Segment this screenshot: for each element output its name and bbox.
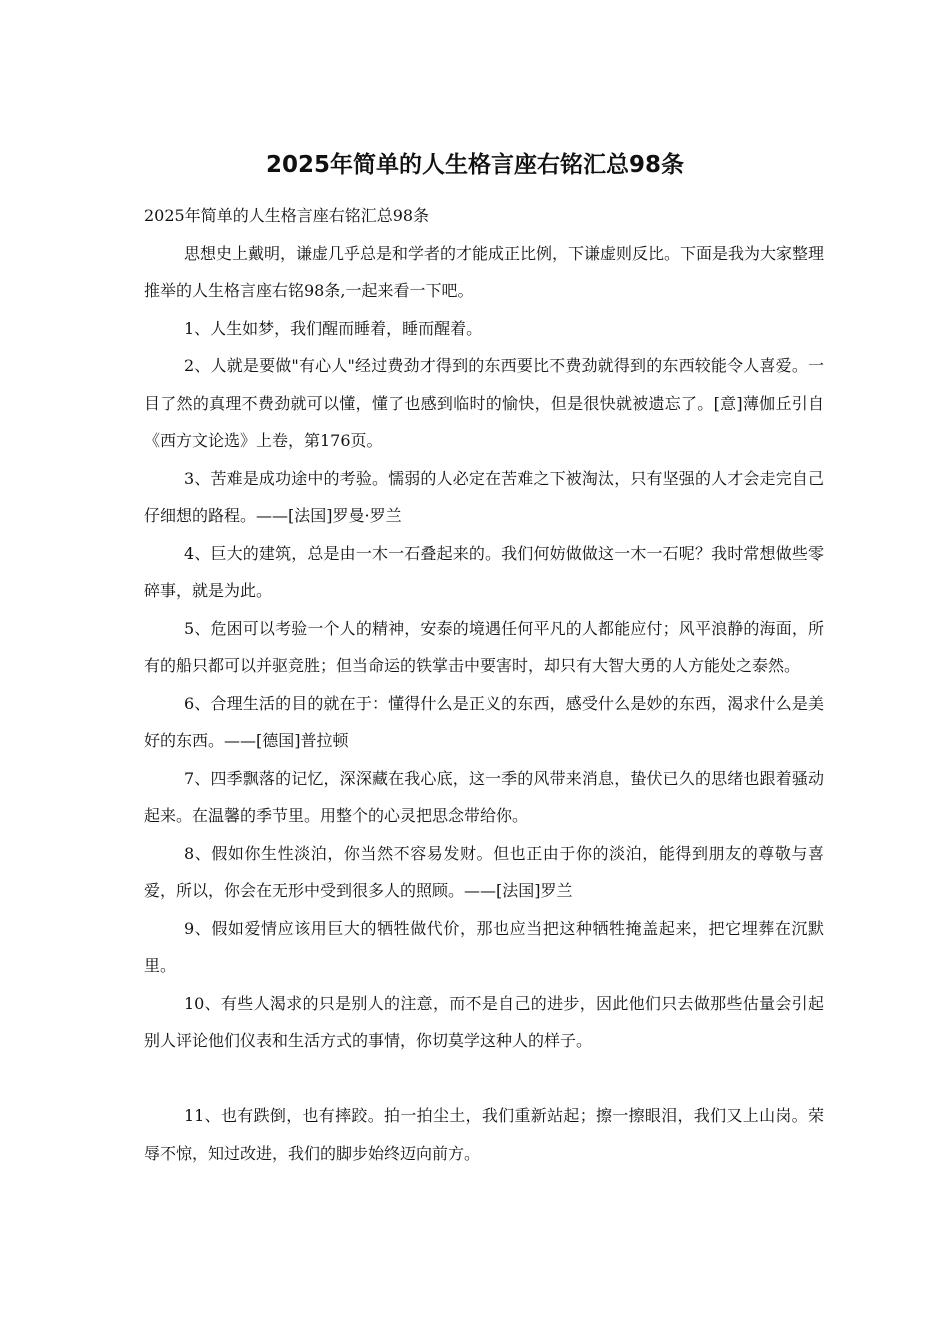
list-item: 2、人就是要做"有心人"经过费劲才得到的东西要比不费劲就得到的东西较能令人喜爱。一目了然的真理不费劲就可以懂，懂了也感到临时的愉快，但是很快就被遗忘了。[意]薄伽丘引自《西方文论选》上卷，第176页。: [144, 356, 824, 450]
list-item: 7、四季飘落的记忆，深深藏在我心底，这一季的风带来消息，蛰伏已久的思绪也跟着骚动起来。在温馨的季节里。用整个的心灵把思念带给你。: [144, 768, 824, 825]
list-item: 10、有些人渴求的只是别人的注意，而不是自己的进步，因此他们只去做那些估量会引起别人评论他们仪表和生活方式的事情，你切莫学这种人的样子。: [144, 993, 824, 1050]
list-item: 9、假如爱情应该用巨大的牺牲做代价，那也应当把这种牺牲掩盖起来，把它埋葬在沉默里。: [144, 918, 824, 975]
list-item: 5、危困可以考验一个人的精神，安泰的境遇任何平凡的人都能应付；风平浪静的海面，所有的船只都可以并驱竞胜；但当命运的铁掌击中要害时，却只有大智大勇的人方能处之泰然。: [144, 618, 824, 675]
document-title: 2025年简单的人生格言座右铭汇总98条: [265, 152, 685, 178]
document-body: [144, 197, 824, 1172]
list-item: 11、也有跌倒，也有摔跤。拍一拍尘土，我们重新站起；擦一擦眼泪，我们又上山岗。荣辱不惊，知过改进，我们的脚步始终迈向前方。: [144, 1106, 824, 1163]
list-item: 1、人生如梦，我们醒而睡着，睡而醒着。: [184, 318, 483, 338]
intro-paragraph: 思想史上戴明，谦虚几乎总是和学者的才能成正比例，下谦虚则反比。下面是我为大家整理推举的人生格言座右铭98条,一起来看一下吧。: [144, 243, 825, 300]
list-item: 3、苦难是成功途中的考验。懦弱的人必定在苦难之下被淘汰，只有坚强的人才会走完自己仔细想的路程。——[法国]罗曼·罗兰: [144, 468, 824, 525]
document-subtitle: 2025年简单的人生格言座右铭汇总98条: [144, 206, 430, 225]
list-item: 6、合理生活的目的就在于：懂得什么是正义的东西，感受什么是妙的东西，渴求什么是美好的东西。——[德国]普拉顿: [144, 693, 824, 750]
list-item: 4、巨大的建筑，总是由一木一石叠起来的。我们何妨做做这一木一石呢？我时常想做些零碎事，就是为此。: [144, 543, 824, 600]
list-item: 8、假如你生性淡泊，你当然不容易发财。但也正由于你的淡泊，能得到朋友的尊敬与喜爱，所以，你会在无形中受到很多人的照顾。——[法国]罗兰: [144, 843, 824, 900]
